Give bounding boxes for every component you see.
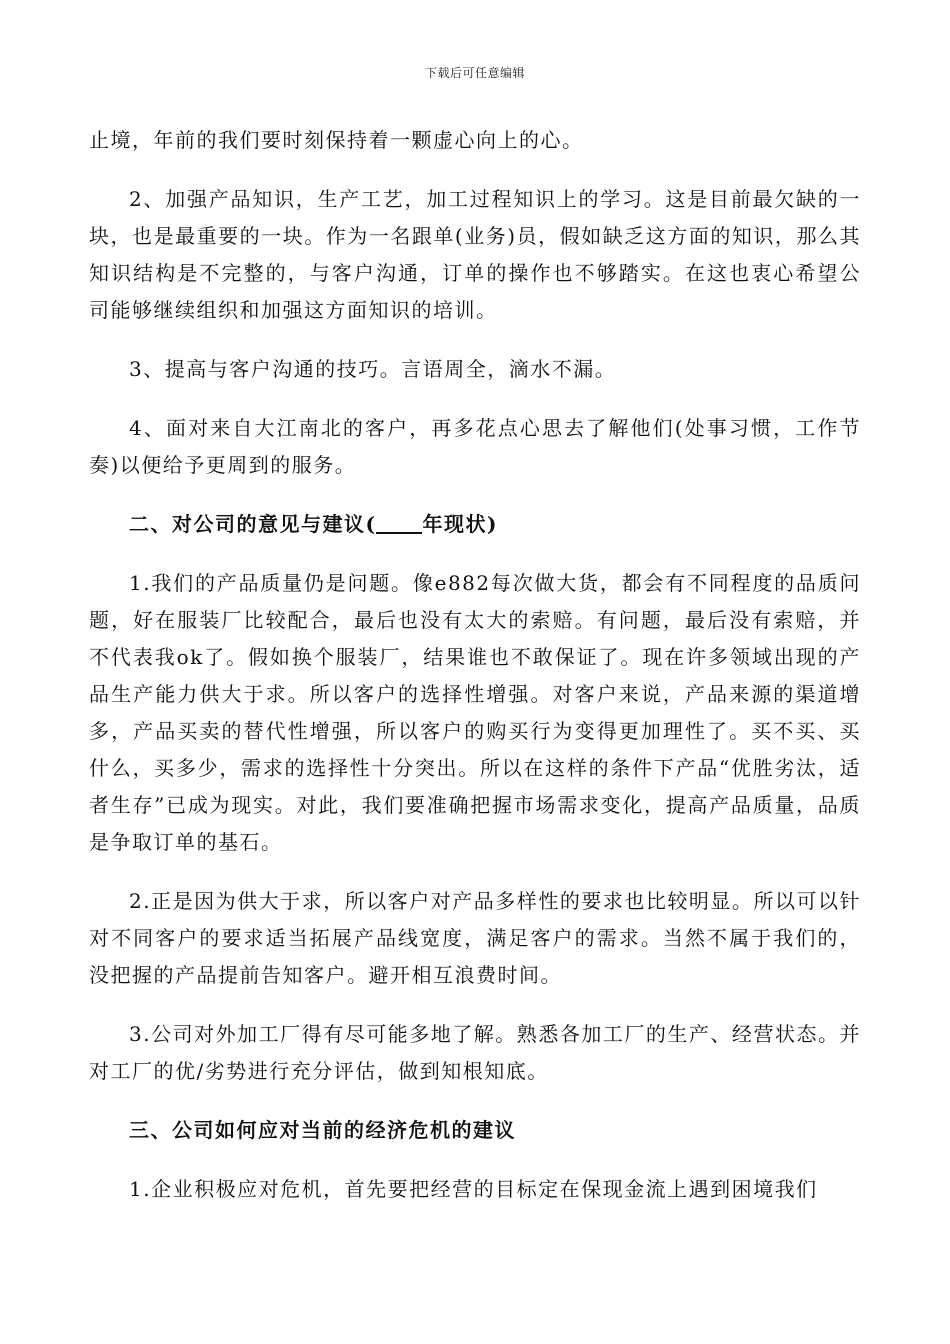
section-heading-2 xyxy=(89,506,861,543)
paragraph-item-2: 2、加强产品知识，生产工艺，加工过程知识上的学习。这是目前最欠缺的一块，也是最重要的一块。作为一名跟单(业务)员，假如缺乏这方面的知识，那么其知识结构是不完整的，与客户沟通，订单的操作也不够踏实。在这也衷心希望公司能够继续组织和加强这方面知识的培训。 xyxy=(89,187,861,322)
paragraph-suggestion-3: 3.公司对外加工厂得有尽可能多地了解。熟悉各加工厂的生产、经营状态。并对工厂的优/劣势进行充分评估，做到知根知底。 xyxy=(89,1022,861,1083)
section-heading-2-after: 年现状) xyxy=(422,512,498,536)
paragraph-item-4: 4、面对来自大江南北的客户，再多花点心思去了解他们(处事习惯，工作节奏)以便给予更周到的服务。 xyxy=(89,416,861,477)
section-heading-3: 三、公司如何应对当前的经济危机的建议 xyxy=(129,1118,516,1142)
page-header: 下载后可任意编辑 xyxy=(424,66,525,80)
document-body xyxy=(89,122,861,1230)
paragraph-suggestion-2: 2.正是因为供大于求，所以客户对产品多样性的要求也比较明显。所以可以针对不同客户的要求适当拓展产品线宽度，满足客户的需求。当然不属于我们的，没把握的产品提前告知客户。避开相互浪费时间。 xyxy=(89,889,861,987)
paragraph-continuation: 止境，年前的我们要时刻保持着一颗虚心向上的心。 xyxy=(89,128,584,152)
section-heading-2-before: 二、对公司的意见与建议( xyxy=(129,512,377,536)
paragraph-crisis-1: 1.企业积极应对危机，首先要把经营的目标定在保现金流上遇到困境我们 xyxy=(129,1177,818,1201)
paragraph-item-3: 3、提高与客户沟通的技巧。言语周全，滴水不漏。 xyxy=(129,357,617,381)
blank-underline xyxy=(376,512,422,534)
paragraph-suggestion-1: 1.我们的产品质量仍是问题。像e882每次做大货，都会有不同程度的品质问题，好在服装厂比较配合，最后也没有太大的索赔。有问题，最后没有索赔，并不代表我ok了。假如换个服装厂，结果谁也不敢保证了。现在许多领域出现的产品生产能力供大于求。所以客户的选择性增强。对客户来说，产品来源的渠道增多，产品买卖的替代性增强，所以客户的购买行为变得更加理性了。买不买、买什么，买多少，需求的选择性十分突出。所以在这样的条件下产品“优胜劣汰，适者生存”已成为现实。对此，我们要准确把握市场需求变化，提高产品质量，品质是争取订单的基石。 xyxy=(89,571,861,854)
